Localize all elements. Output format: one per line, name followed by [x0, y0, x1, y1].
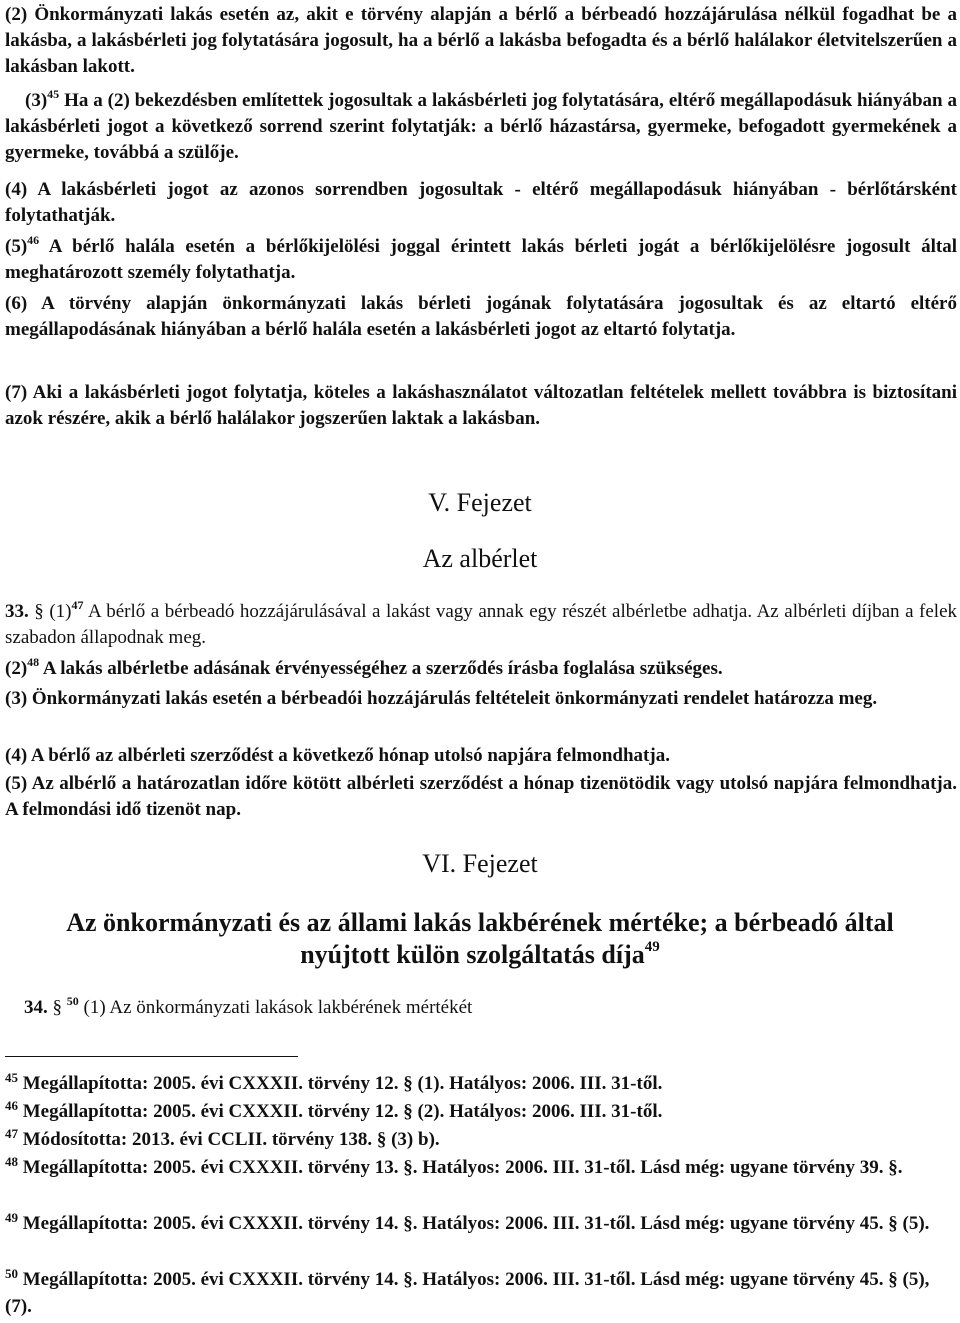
footnote-text: Módosította: 2013. évi CCLII. törvény 138. § (3) b).	[18, 1129, 440, 1150]
footnote-ref: 47	[71, 598, 84, 612]
footnote-number: 45	[5, 1070, 18, 1085]
section-34-1	[24, 995, 944, 1021]
footnote-ref: 49	[644, 939, 660, 955]
section-33-3: (3) Önkormányzati lakás esetén a bérbeadói hozzájárulás feltételeit önkormányzati rendelet határozza meg.	[5, 688, 878, 709]
paragraph-6: (6) A törvény alapján önkormányzati lakás bérleti jogának folytatására jogosultak és az eltartó eltérő megállapodásának hiányában a bérlő halála esetén a lakásbérleti jogot az eltartó folytatja.	[5, 293, 957, 340]
section-33-2	[5, 656, 957, 682]
paragraph-number: (2)	[5, 658, 28, 679]
paragraph-text: A bérlő halála esetén a bérlőkijelölési joggal érintett lakás bérleti jogát a bérlőkijelölésre jogosult által meghatározott személy folytathatja.	[5, 236, 957, 283]
section-number: 33.	[5, 601, 29, 622]
footnote-number: 48	[5, 1154, 18, 1169]
chapter-6-title-text: Az önkormányzati és az állami lakás lakbérének mértéke; a bérbeadó által nyújtott külön szolgáltatás díja	[66, 908, 894, 969]
paragraph-number: (3)	[25, 90, 48, 111]
footnote-number: 50	[5, 1266, 18, 1281]
footnote-text: Megállapította: 2005. évi CXXXII. törvény 12. § (2). Hatályos: 2006. III. 31-től.	[18, 1101, 663, 1122]
paragraph-7: (7) Aki a lakásbérleti jogot folytatja, köteles a lakáshasználatot változatlan feltételek mellett továbbra is biztosítani azok részére, akik a bérlő halálakor jogszerűen laktak a lakásban.	[5, 382, 957, 429]
section-33-5: (5) Az albérlő a határozatlan időre kötött albérleti szerződést a hónap tizenötödik vagy utolsó napjára felmondhatja. A felmondási idő tizenöt nap.	[5, 773, 957, 820]
footnote-ref: 46	[27, 233, 40, 247]
footnote-50	[5, 1266, 957, 1320]
footnote-48	[5, 1154, 957, 1181]
section-number: 34.	[24, 997, 48, 1018]
footnote-text: Megállapította: 2005. évi CXXXII. törvény 14. §. Hatályos: 2006. III. 31-től. Lásd még: ugyane törvény 45. § (5).	[18, 1213, 930, 1234]
footnote-number: 49	[5, 1210, 18, 1225]
footnote-number: 46	[5, 1098, 18, 1113]
chapter-5-title: Az albérlet	[422, 544, 538, 573]
paragraph-number: (5)	[5, 236, 28, 257]
chapter-5-number: V. Fejezet	[428, 488, 532, 517]
section-33-1	[5, 599, 957, 651]
paragraph-text: A bérlő a bérbeadó hozzájárulásával a lakást vagy annak egy részét albérletbe adhatja. Az albérleti díjban a felek szabadon állapodnak meg.	[5, 601, 958, 648]
paragraph-number: (1)	[43, 601, 72, 622]
section-33-4: (4) A bérlő az albérleti szerződést a következő hónap utolsó napjára felmondhatja.	[5, 745, 670, 766]
footnote-47	[5, 1126, 957, 1153]
footnote-ref: 48	[27, 655, 40, 669]
paragraph-2: (2) Önkormányzati lakás esetén az, akit e törvény alapján a bérlő a bérbeadó hozzájárulása nélkül fogadhat be a lakásba, a lakásbérleti jog folytatására jogosult, ha a bérlő a lakásba befogadta és a bérlő halálakor életvitelszerűen a lakásban lakott.	[5, 4, 957, 77]
chapter-6-number: VI. Fejezet	[422, 849, 538, 878]
footnote-text: Megállapította: 2005. évi CXXXII. törvény 12. § (1). Hatályos: 2006. III. 31-től.	[18, 1073, 663, 1094]
paragraph-text: (1) Az önkormányzati lakások lakbérének mértékét	[78, 997, 473, 1018]
footnote-46	[5, 1098, 957, 1125]
section-sign: §	[34, 601, 44, 622]
chapter-6-title	[20, 907, 940, 971]
paragraph-3	[5, 88, 957, 166]
footnote-number: 47	[5, 1126, 18, 1141]
paragraph-5	[5, 234, 957, 286]
footnote-49	[5, 1210, 957, 1237]
footnote-ref: 50	[66, 994, 79, 1008]
footnote-45	[5, 1070, 957, 1097]
paragraph-text: A lakás albérletbe adásának érvényességéhez a szerződés írásba foglalása szükséges.	[39, 658, 723, 679]
paragraph-4: (4) A lakásbérleti jogot az azonos sorrendben jogosultak - eltérő megállapodásuk hiányában - bérlőtársként folytathatják.	[5, 179, 957, 226]
paragraph-text: Ha a (2) bekezdésben említettek jogosultak a lakásbérleti jog folytatására, eltérő megállapodásuk hiányában a lakásbérleti jogot a következő sorrend szerint folytatják: a bérlő házastársa, gyermeke, befogadott gyermekének a gyermeke, továbbá a szülője.	[5, 90, 957, 163]
footnote-separator	[5, 1056, 298, 1057]
footnote-ref: 45	[47, 87, 60, 101]
section-sign: §	[52, 997, 62, 1018]
footnote-text: Megállapította: 2005. évi CXXXII. törvény 14. §. Hatályos: 2006. III. 31-től. Lásd még: ugyane törvény 45. § (5), (7).	[5, 1269, 930, 1317]
footnote-text: Megállapította: 2005. évi CXXXII. törvény 13. §. Hatályos: 2006. III. 31-től. Lásd még: ugyane törvény 39. §.	[18, 1157, 903, 1178]
